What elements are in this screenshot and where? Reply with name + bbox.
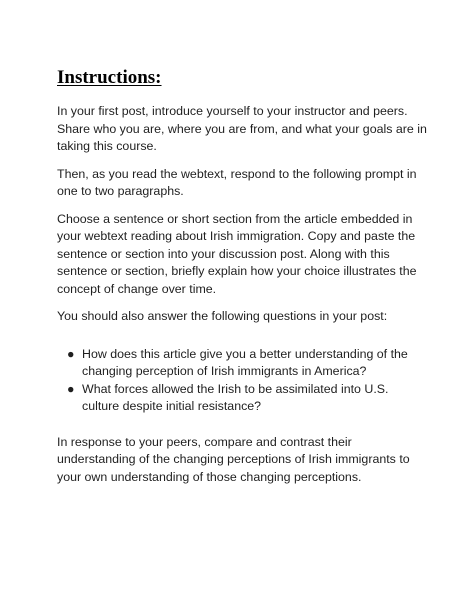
paragraph-questions-intro: You should also answer the following questions in your post: bbox=[57, 309, 388, 323]
paragraph-closing: In response to your peers, compare and contrast their understanding of the changing perceptions of Irish immigrants to your own understanding of those changing perceptions. bbox=[57, 434, 410, 484]
bullet-icon: ● bbox=[67, 381, 75, 396]
question-list bbox=[57, 346, 427, 416]
list-item bbox=[57, 346, 427, 381]
paragraph-prompt: Then, as you read the webtext, respond to the following prompt in one to two paragraphs. bbox=[57, 166, 417, 198]
question-text: What forces allowed the Irish to be assimilated into U.S. culture despite initial resistance? bbox=[82, 381, 389, 413]
document-body bbox=[57, 66, 427, 496]
page-title: Instructions: bbox=[57, 67, 162, 88]
paragraph-choose-sentence: Choose a sentence or short section from the article embedded in your webtext reading about Irish immigration. Copy and paste the sentence or section into your discussion post. Along with this sentence or section, briefly explain how your choice illustrates the concept of change over time. bbox=[57, 211, 417, 296]
question-text: How does this article give you a better understanding of the changing perception of Irish immigrants in America? bbox=[82, 346, 408, 378]
bullet-icon: ● bbox=[67, 346, 75, 361]
paragraph-intro: In your first post, introduce yourself to your instructor and peers. Share who you are, where you are from, and what your goals are in taking this course. bbox=[57, 104, 427, 153]
list-item bbox=[57, 381, 427, 416]
